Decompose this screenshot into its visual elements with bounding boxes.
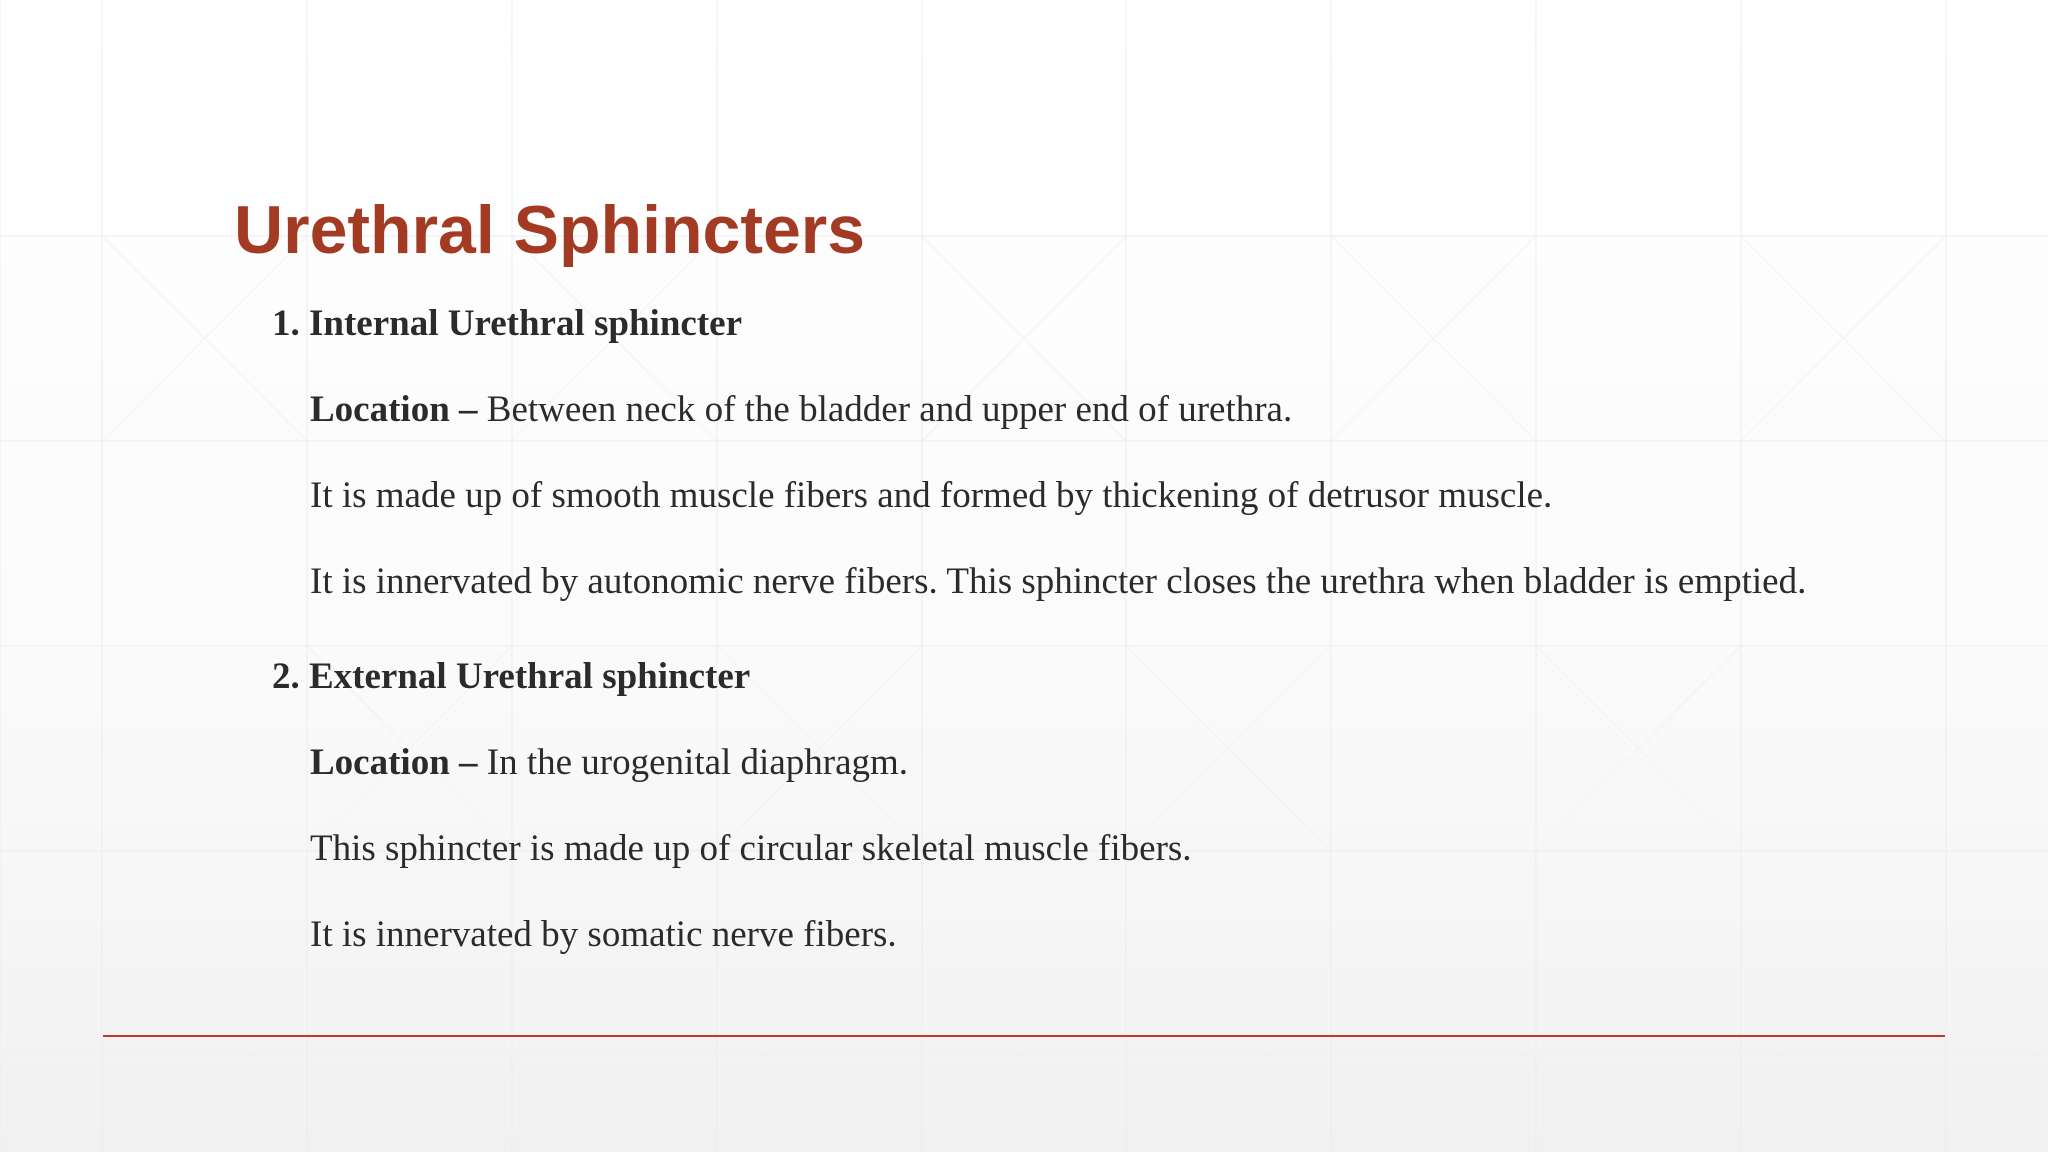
location-line [272,735,1992,791]
body-line: It is made up of smooth muscle fibers and formed by thickening of detrusor muscle. [310,475,1553,516]
location-text: Between neck of the bladder and upper end of urethra. [477,389,1293,430]
section-heading: 1. Internal Urethral sphincter [272,303,742,344]
location-text: In the urogenital diaphragm. [477,742,909,783]
slide-title: Urethral Sphincters [234,192,866,268]
location-label: Location – [310,742,478,783]
section-external-sphincter [272,649,1992,963]
slide-content [272,296,1992,963]
body-line: This sphincter is made up of circular skeletal muscle fibers. [310,828,1192,869]
body-line: It is innervated by somatic nerve fibers. [310,914,897,955]
section-internal-sphincter [272,296,1992,610]
section-heading: 2. External Urethral sphincter [272,656,751,697]
footer-divider [103,1035,1945,1037]
body-line: It is innervated by autonomic nerve fibers. This sphincter closes the urethra when bladder is emptied. [310,561,1807,602]
location-line [272,382,1992,438]
location-label: Location – [310,389,478,430]
